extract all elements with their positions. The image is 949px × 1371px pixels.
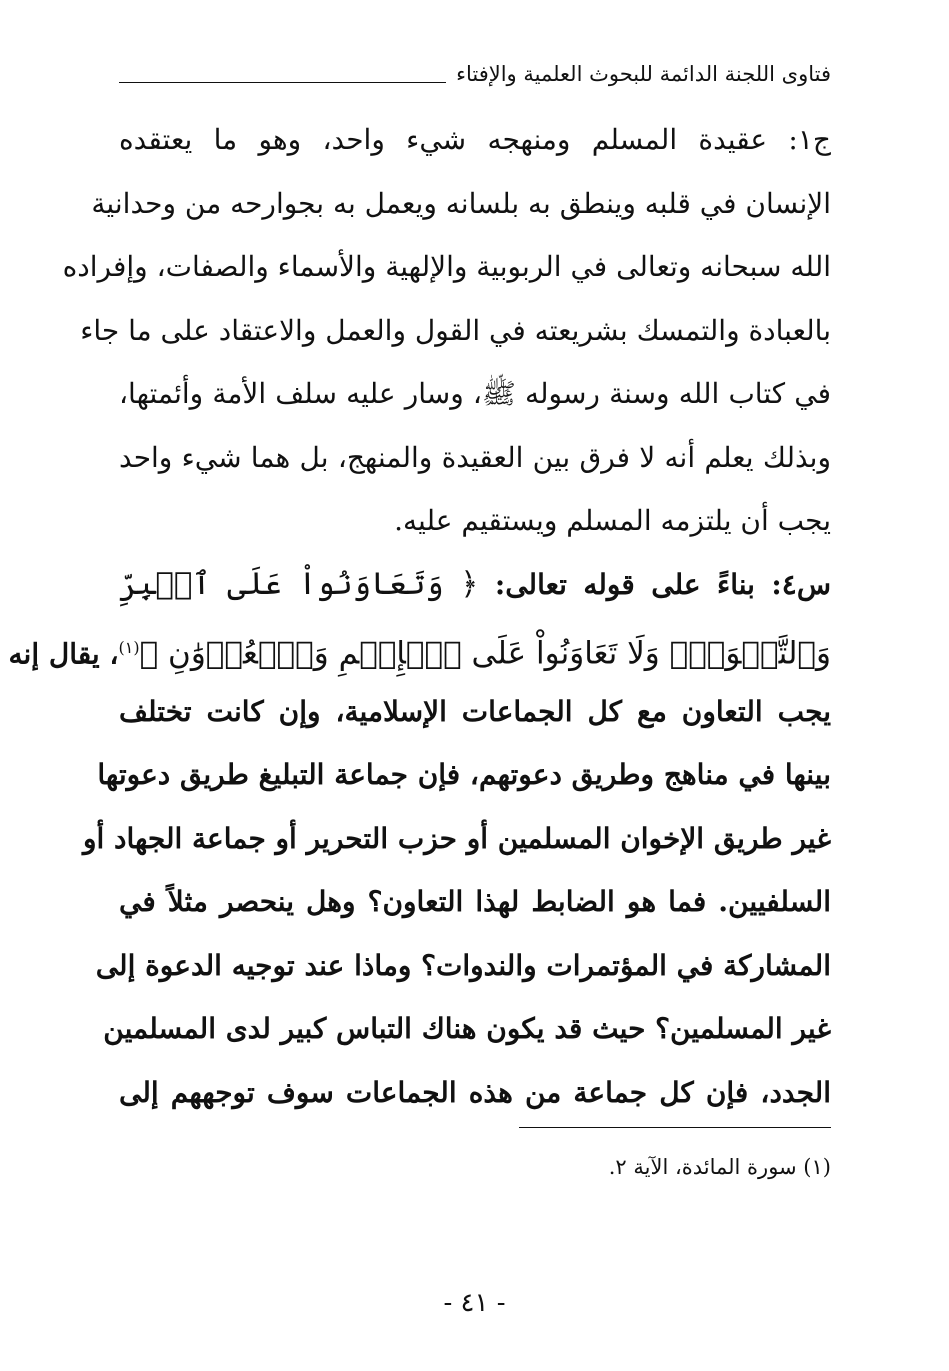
question-line: المشاركة في المؤتمرات والندوات؟ وماذا عند توجيه الدعوة إلى <box>95 948 831 982</box>
answer-line: وبذلك يعلم أنه لا فرق بين العقيدة والمنهج، بل هما شيء واحد <box>119 440 831 474</box>
question-line: يجب التعاون مع كل الجماعات الإسلامية، وإن كانت تختلف <box>119 694 831 728</box>
footnote-marker: (١) <box>118 638 140 657</box>
question-line: بينها في مناهج وطريق دعوتهم، فإن جماعة التبليغ طريق دعوتها <box>97 758 831 791</box>
question-line <box>119 553 831 617</box>
quran-verse: وَٱلتَّقۡوَىٰۖ وَلَا تَعَاوَنُواْ عَلَى ٱلۡإِثۡمِ وَٱلۡعُدۡوَٰنِ ﴾ <box>139 635 831 672</box>
question-line: الجدد، فإن كل جماعة من هذه الجماعات سوف توجههم إلى <box>119 1075 831 1109</box>
footnote: (١) سورة المائدة، الآية ٢. <box>608 1155 831 1179</box>
question-line: غير طريق الإخوان المسلمين أو حزب التحرير أو جماعة الجهاد أو <box>82 821 831 855</box>
question-line: السلفيين. فما هو الضابط لهذا التعاون؟ وهل ينحصر مثلاً في <box>119 885 831 918</box>
answer-line: بالعبادة والتمسك بشريعته في القول والعمل والاعتقاد على ما جاء <box>80 313 831 347</box>
answer-line: ج١: عقيدة المسلم ومنهجه شيء واحد، وهو ما يعتقده <box>119 123 831 156</box>
quran-verse: ﴿ وَتَعَاوَنُواْ عَلَى ٱلۡبِرِّ <box>119 565 479 602</box>
header-rule <box>119 82 446 83</box>
running-header <box>119 54 831 94</box>
answer-line: يجب أن يلتزمه المسلم ويستقيم عليه. <box>394 504 831 537</box>
answer-line: الإنسان في قلبه وينطق به بلسانه ويعمل به بجوارحه من وحدانية <box>91 186 831 220</box>
answer-line: في كتاب الله وسنة رسوله ﷺ، وسار عليه سلف الأمة وأئمتها، <box>119 377 831 410</box>
page-number: - ٤١ - <box>443 1288 506 1318</box>
question-suffix: ، يقال إنه <box>8 637 119 671</box>
answer-line: الله سبحانه وتعالى في الربوبية والإلهية والأسماء والصفات، وإفراده <box>62 250 831 283</box>
question-line: غير المسلمين؟ حيث قد يكون هناك التباس كبير لدى المسلمين <box>103 1012 831 1045</box>
question-line <box>8 616 831 680</box>
body-text <box>8 108 832 1124</box>
question-prefix: س٤: بناءً على قوله تعالى: <box>478 567 832 601</box>
header-title: فتاوى اللجنة الدائمة للبحوث العلمية والإفتاء <box>456 62 831 86</box>
footnote-rule <box>519 1127 831 1128</box>
